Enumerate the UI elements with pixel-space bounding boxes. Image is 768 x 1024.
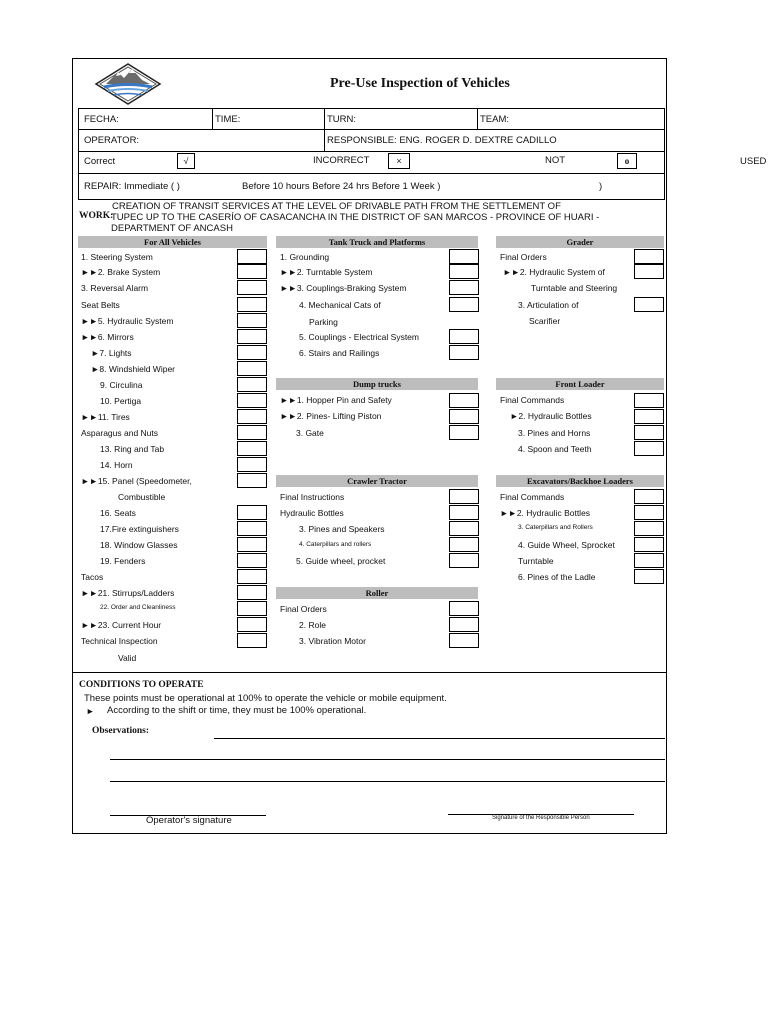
- check-box[interactable]: [237, 553, 267, 568]
- not-mark: o: [617, 153, 637, 169]
- list-item: 2. Role: [299, 620, 326, 630]
- check-box[interactable]: [634, 264, 664, 279]
- list-item: 4. Guide Wheel, Sprocket: [518, 540, 615, 550]
- form-title: Pre-Use Inspection of Vehicles: [330, 76, 510, 91]
- operator-field[interactable]: OPERATOR:: [84, 135, 140, 146]
- check-box[interactable]: [449, 345, 479, 360]
- list-item: 5. Couplings - Electrical System: [299, 332, 419, 342]
- work-label: WORK:: [79, 211, 114, 221]
- check-box[interactable]: [449, 553, 479, 568]
- section-roller: Roller: [276, 587, 478, 599]
- observations-label: Observations:: [92, 726, 149, 736]
- list-item: ►►15. Panel (Speedometer,: [81, 476, 192, 486]
- check-box[interactable]: [237, 297, 267, 312]
- check-box[interactable]: [237, 361, 267, 376]
- check-box[interactable]: [449, 280, 479, 295]
- repair-label: REPAIR: Immediate ( ): [84, 181, 180, 192]
- list-item: Technical Inspection: [81, 636, 158, 646]
- check-box[interactable]: [237, 345, 267, 360]
- list-item: Valid: [118, 653, 137, 663]
- turn-field[interactable]: TURN:: [327, 114, 357, 125]
- check-box[interactable]: [237, 329, 267, 344]
- time-field[interactable]: TIME:: [215, 114, 241, 125]
- list-item: 1. Grounding: [280, 252, 330, 262]
- check-box[interactable]: [449, 521, 479, 536]
- list-item: 9. Circulina: [100, 380, 143, 390]
- check-box[interactable]: [449, 409, 479, 424]
- work-line-3: DEPARTMENT OF ANCASH: [111, 223, 233, 234]
- list-item: 3. Vibration Motor: [299, 636, 366, 646]
- list-item: 3. Pines and Horns: [518, 428, 591, 438]
- check-box[interactable]: [634, 569, 664, 584]
- list-item: ►►11. Tires: [81, 412, 130, 422]
- check-box[interactable]: [634, 297, 664, 312]
- list-item: ►►23. Current Hour: [81, 620, 162, 630]
- section-tank-truck: Tank Truck and Platforms: [276, 236, 478, 248]
- check-box[interactable]: [449, 249, 479, 264]
- list-item: 4. Caterpillars and rollers: [299, 541, 372, 548]
- section-excavators: Excavators/Backhoe Loaders: [496, 475, 664, 487]
- check-box[interactable]: [237, 457, 267, 472]
- list-item: ►►2. Hydraulic System of: [503, 267, 605, 277]
- list-item: 3. Articulation of: [518, 300, 579, 310]
- list-item: Turntable: [518, 556, 554, 566]
- check-box[interactable]: [449, 329, 479, 344]
- list-item: ►►2. Turntable System: [280, 267, 373, 277]
- list-item: Combustible: [118, 492, 166, 502]
- list-item: ►►6. Mirrors: [81, 332, 134, 342]
- check-box[interactable]: [449, 264, 479, 279]
- list-item: ►►3. Couplings-Braking System: [280, 283, 407, 293]
- check-box[interactable]: [237, 473, 267, 488]
- check-box[interactable]: [237, 441, 267, 456]
- check-box[interactable]: [237, 537, 267, 552]
- list-item: 4. Spoon and Teeth: [518, 444, 592, 454]
- list-item: 3. Pines and Speakers: [299, 524, 385, 534]
- check-box[interactable]: [237, 585, 267, 600]
- list-item: 5. Guide wheel, procket: [296, 556, 386, 566]
- section-front-loader: Front Loader: [496, 378, 664, 390]
- check-box[interactable]: [237, 601, 267, 616]
- check-box[interactable]: [634, 441, 664, 456]
- check-box[interactable]: [237, 569, 267, 584]
- list-item: Tacos: [81, 572, 104, 582]
- incorrect-mark: ×: [388, 153, 410, 169]
- correct-mark: √: [177, 153, 195, 169]
- check-box[interactable]: [449, 393, 479, 408]
- list-item: 3. Caterpillars and Rollers: [518, 524, 593, 531]
- check-box[interactable]: [237, 280, 267, 295]
- list-item: 16. Seats: [100, 508, 136, 518]
- list-item: ►2. Hydraulic Bottles: [510, 411, 592, 421]
- list-item: 22. Order and Cleanliness: [100, 604, 176, 611]
- list-item: Parking: [309, 317, 338, 327]
- check-box[interactable]: [634, 505, 664, 520]
- operator-signature-label: Operator's signature: [146, 815, 232, 826]
- list-item: 6. Stairs and Railings: [299, 348, 380, 358]
- list-item: Turntable and Steering: [531, 283, 618, 293]
- section-all-vehicles: For All Vehicles: [78, 236, 267, 248]
- list-item: ►►1. Hopper Pin and Safety: [280, 395, 392, 405]
- list-item: ►►21. Stirrups/Ladders: [81, 588, 175, 598]
- check-box[interactable]: [237, 377, 267, 392]
- check-box[interactable]: [449, 505, 479, 520]
- used-label: USED: [740, 156, 767, 167]
- list-item: Scarifier: [529, 316, 561, 326]
- check-box[interactable]: [634, 409, 664, 424]
- check-box[interactable]: [634, 249, 664, 264]
- check-box[interactable]: [634, 425, 664, 440]
- check-box[interactable]: [634, 553, 664, 568]
- list-item: 3. Gate: [296, 428, 324, 438]
- check-box[interactable]: [237, 249, 267, 264]
- check-box[interactable]: [449, 633, 479, 648]
- list-item: Asparagus and Nuts: [81, 428, 159, 438]
- list-item: 6. Pines of the Ladle: [518, 572, 596, 582]
- conditions-line-1: These points must be operational at 100% to operate the vehicle or mobile equipment.: [84, 693, 447, 704]
- list-item: ►7. Lights: [91, 348, 132, 358]
- incorrect-label: INCORRECT: [313, 155, 370, 166]
- check-box[interactable]: [237, 633, 267, 648]
- section-grader: Grader: [496, 236, 664, 248]
- check-box[interactable]: [634, 521, 664, 536]
- repair-options: Before 10 hours Before 24 hrs Before 1 Week ): [242, 181, 441, 192]
- list-item: 1. Steering System: [81, 252, 153, 262]
- section-crawler: Crawler Tractor: [276, 475, 478, 487]
- list-item: 3. Reversal Alarm: [81, 283, 149, 293]
- list-item: Final Instructions: [280, 492, 345, 502]
- observations-line[interactable]: [110, 759, 665, 760]
- responsible-field: RESPONSIBLE: ENG. ROGER D. DEXTRE CADILLO: [327, 135, 557, 146]
- check-box[interactable]: [237, 505, 267, 520]
- check-box[interactable]: [237, 617, 267, 632]
- work-line-2: TUPEC UP TO THE CASERÍO OF CASACANCHA IN THE DISTRICT OF SAN MARCOS - PROVINCE OF HUARI -: [111, 212, 600, 223]
- check-box[interactable]: [449, 297, 479, 312]
- list-item: Final Commands: [500, 492, 565, 502]
- list-item: 19. Fenders: [100, 556, 146, 566]
- list-item: ►►5. Hydraulic System: [81, 316, 174, 326]
- check-box[interactable]: [449, 537, 479, 552]
- check-box[interactable]: [237, 521, 267, 536]
- list-item: Final Orders: [500, 252, 547, 262]
- list-item: Seat Belts: [81, 300, 120, 310]
- check-box[interactable]: [237, 409, 267, 424]
- conditions-line-2: According to the shift or time, they must be 100% operational.: [107, 705, 367, 716]
- list-item: ►►2. Hydraulic Bottles: [500, 508, 591, 518]
- list-item: 13. Ring and Tab: [100, 444, 165, 454]
- list-item: 10. Pertiga: [100, 396, 142, 406]
- list-item: 4. Mechanical Cats of: [299, 300, 381, 310]
- observations-line[interactable]: [110, 781, 665, 782]
- list-item: 18. Window Glasses: [100, 540, 178, 550]
- list-item: 14. Horn: [100, 460, 133, 470]
- logo-icon: [92, 60, 164, 108]
- team-field[interactable]: TEAM:: [480, 114, 510, 125]
- section-dump-trucks: Dump trucks: [276, 378, 478, 390]
- list-item: ►►2. Pines- Lifting Piston: [280, 411, 382, 421]
- check-box[interactable]: [237, 425, 267, 440]
- check-box[interactable]: [449, 489, 479, 504]
- check-box[interactable]: [237, 313, 267, 328]
- observations-line[interactable]: [214, 738, 665, 739]
- list-item: Final Commands: [500, 395, 565, 405]
- conditions-title: CONDITIONS TO OPERATE: [79, 680, 204, 690]
- check-box[interactable]: [237, 393, 267, 408]
- check-box[interactable]: [449, 601, 479, 616]
- list-item: Final Orders: [280, 604, 327, 614]
- check-box[interactable]: [634, 537, 664, 552]
- check-box[interactable]: [237, 264, 267, 279]
- list-item: 17.Fire extinguishers: [100, 524, 179, 534]
- repair-close: ): [599, 181, 603, 192]
- correct-label: Correct: [84, 156, 116, 167]
- responsible-signature-label: Signature of the Responsible Person: [492, 815, 590, 821]
- check-box[interactable]: [449, 425, 479, 440]
- list-item: ►8. Windshield Wiper: [91, 364, 175, 374]
- check-box[interactable]: [634, 393, 664, 408]
- not-label: NOT: [545, 155, 566, 166]
- check-box[interactable]: [449, 617, 479, 632]
- list-item: Hydraulic Bottles: [280, 508, 344, 518]
- fecha-field[interactable]: FECHA:: [84, 114, 119, 125]
- work-line-1: CREATION OF TRANSIT SERVICES AT THE LEVEL OF DRIVABLE PATH FROM THE SETTLEMENT OF: [112, 201, 561, 212]
- list-item: ►►2. Brake System: [81, 267, 161, 277]
- check-box[interactable]: [634, 489, 664, 504]
- bullet-icon: ►: [86, 706, 95, 716]
